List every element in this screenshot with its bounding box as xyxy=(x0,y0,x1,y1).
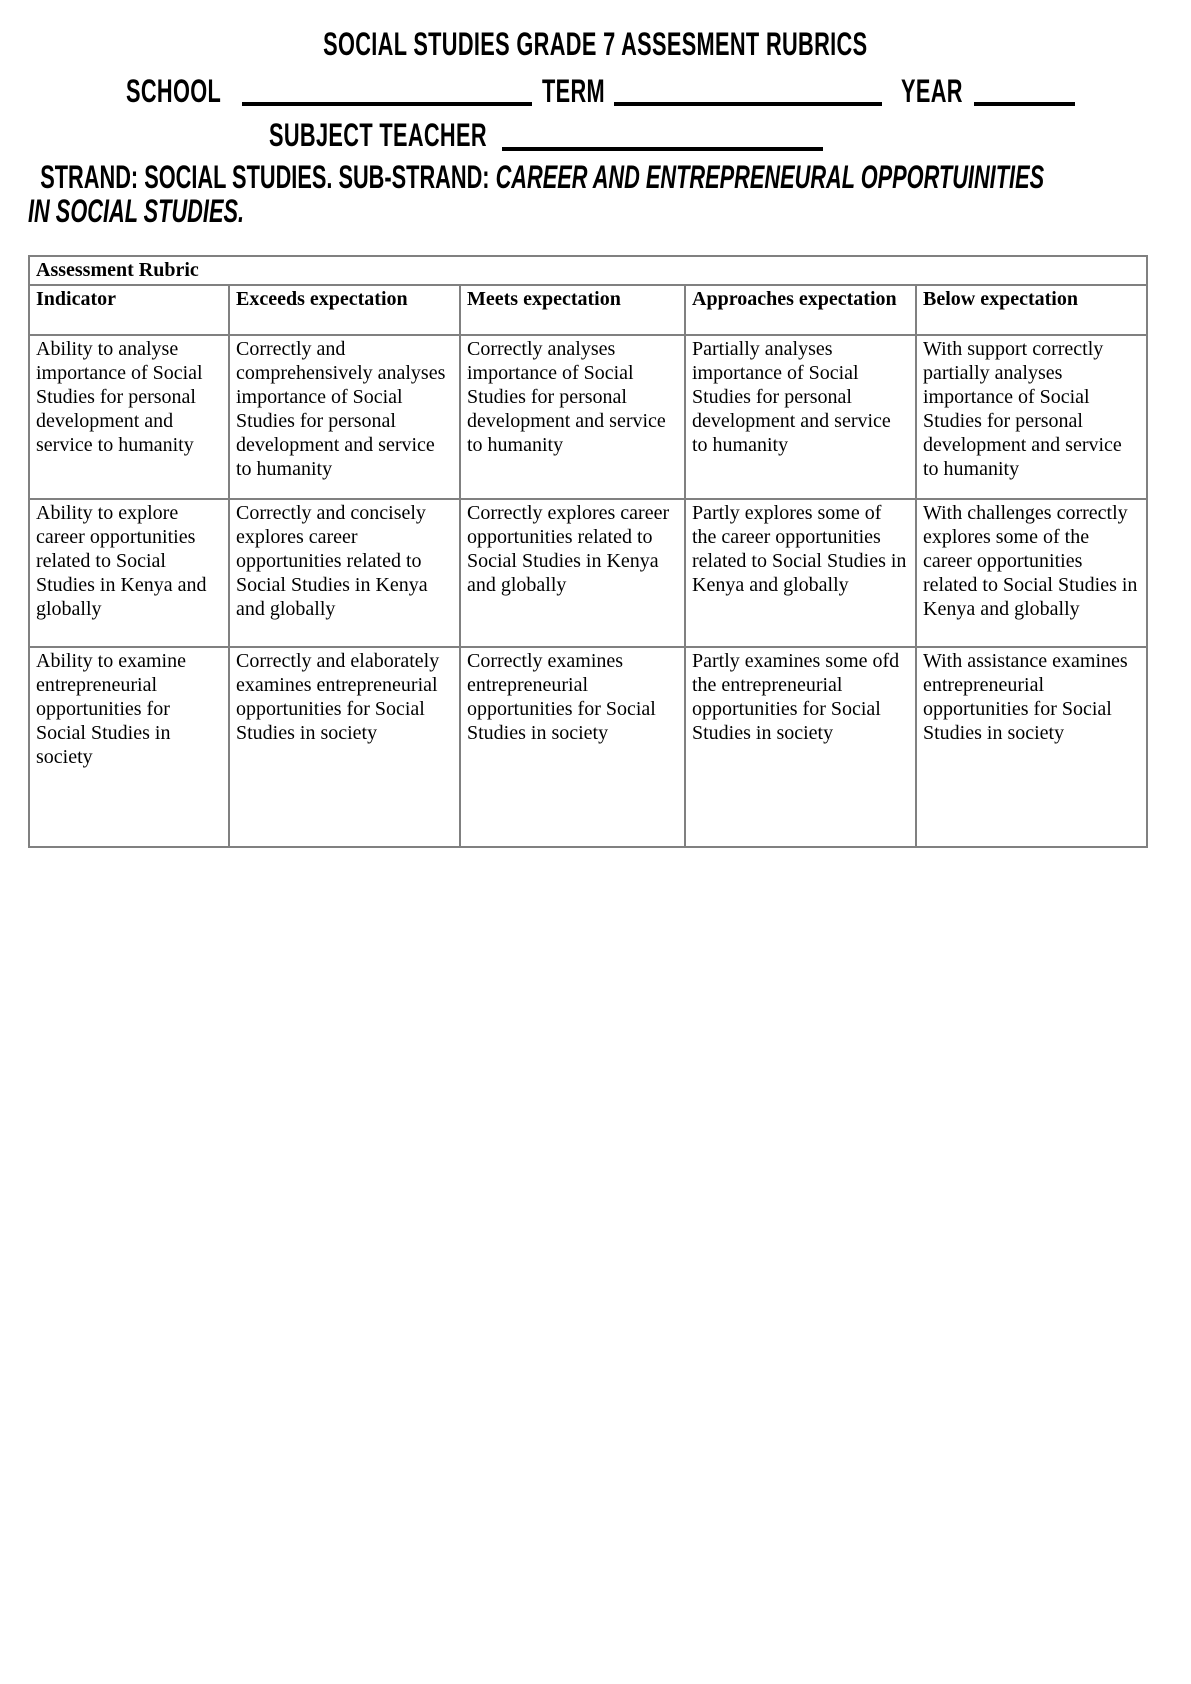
column-header-exceeds: Exceeds expectation xyxy=(229,285,460,335)
rubric-cell-meets: Correctly analyses importance of Social Studies for personal development and service to humanity xyxy=(460,335,685,499)
page-title-text: SOCIAL STUDIES GRADE 7 ASSESMENT RUBRICS xyxy=(323,26,868,62)
rubric-cell-indicator: Ability to examine entrepreneurial opportunities for Social Studies in society xyxy=(29,647,229,847)
strand-heading xyxy=(28,160,1062,228)
table-row xyxy=(29,335,1147,499)
page-title xyxy=(0,27,1191,61)
term-blank-line xyxy=(614,102,882,106)
year-label: YEAR xyxy=(901,73,963,109)
rubric-cell-meets: Correctly examines entrepreneurial opportunities for Social Studies in society xyxy=(460,647,685,847)
table-caption-cell: Assessment Rubric xyxy=(29,256,1147,285)
strand-prefix: STRAND: SOCIAL STUDIES. SUB-STRAND: xyxy=(40,159,496,195)
rubric-cell-indicator: Ability to explore career opportunities related to Social Studies in Kenya and globally xyxy=(29,499,229,647)
rubric-cell-below: With assistance examines entrepreneurial opportunities for Social Studies in society xyxy=(916,647,1147,847)
year-blank-line xyxy=(974,102,1075,106)
rubric-cell-exceeds: Correctly and elaborately examines entrepreneurial opportunities for Social Studies in society xyxy=(229,647,460,847)
rubric-cell-below: With support correctly partially analyses importance of Social Studies for personal development and service to humanity xyxy=(916,335,1147,499)
rubric-cell-exceeds: Correctly and comprehensively analyses importance of Social Studies for personal development and service to humanity xyxy=(229,335,460,499)
rubric-cell-indicator: Ability to analyse importance of Social Studies for personal development and service to humanity xyxy=(29,335,229,499)
table-row xyxy=(29,647,1147,847)
rubric-cell-meets: Correctly explores career opportunities related to Social Studies in Kenya and globally xyxy=(460,499,685,647)
column-header-meets: Meets expectation xyxy=(460,285,685,335)
column-header-approaches: Approaches expectation xyxy=(685,285,916,335)
term-label: TERM xyxy=(542,73,606,109)
rubric-cell-approaches: Partly examines some ofd the entrepreneurial opportunities for Social Studies in society xyxy=(685,647,916,847)
sub-strand-text: CAREER AND ENTREPRENEURAL OPPORTUINITIES IN SOCIAL STUDIES. xyxy=(28,159,1045,229)
table-row xyxy=(29,499,1147,647)
rubric-cell-approaches: Partially analyses importance of Social Studies for personal development and service to humanity xyxy=(685,335,916,499)
subject-teacher-label: SUBJECT TEACHER xyxy=(269,117,487,153)
rubric-cell-approaches: Partly explores some of the career opportunities related to Social Studies in Kenya and globally xyxy=(685,499,916,647)
column-header-below: Below expectation xyxy=(916,285,1147,335)
column-header-indicator: Indicator xyxy=(29,285,229,335)
assessment-rubric-table xyxy=(28,255,1148,848)
school-blank-line xyxy=(242,102,532,106)
school-label: SCHOOL xyxy=(126,73,222,109)
rubric-cell-below: With challenges correctly explores some of the career opportunities related to Social Studies in Kenya and globally xyxy=(916,499,1147,647)
table-caption-row xyxy=(29,256,1147,285)
rubric-cell-exceeds: Correctly and concisely explores career opportunities related to Social Studies in Kenya and globally xyxy=(229,499,460,647)
subject-teacher-blank-line xyxy=(502,147,823,151)
table-header-row xyxy=(29,285,1147,335)
